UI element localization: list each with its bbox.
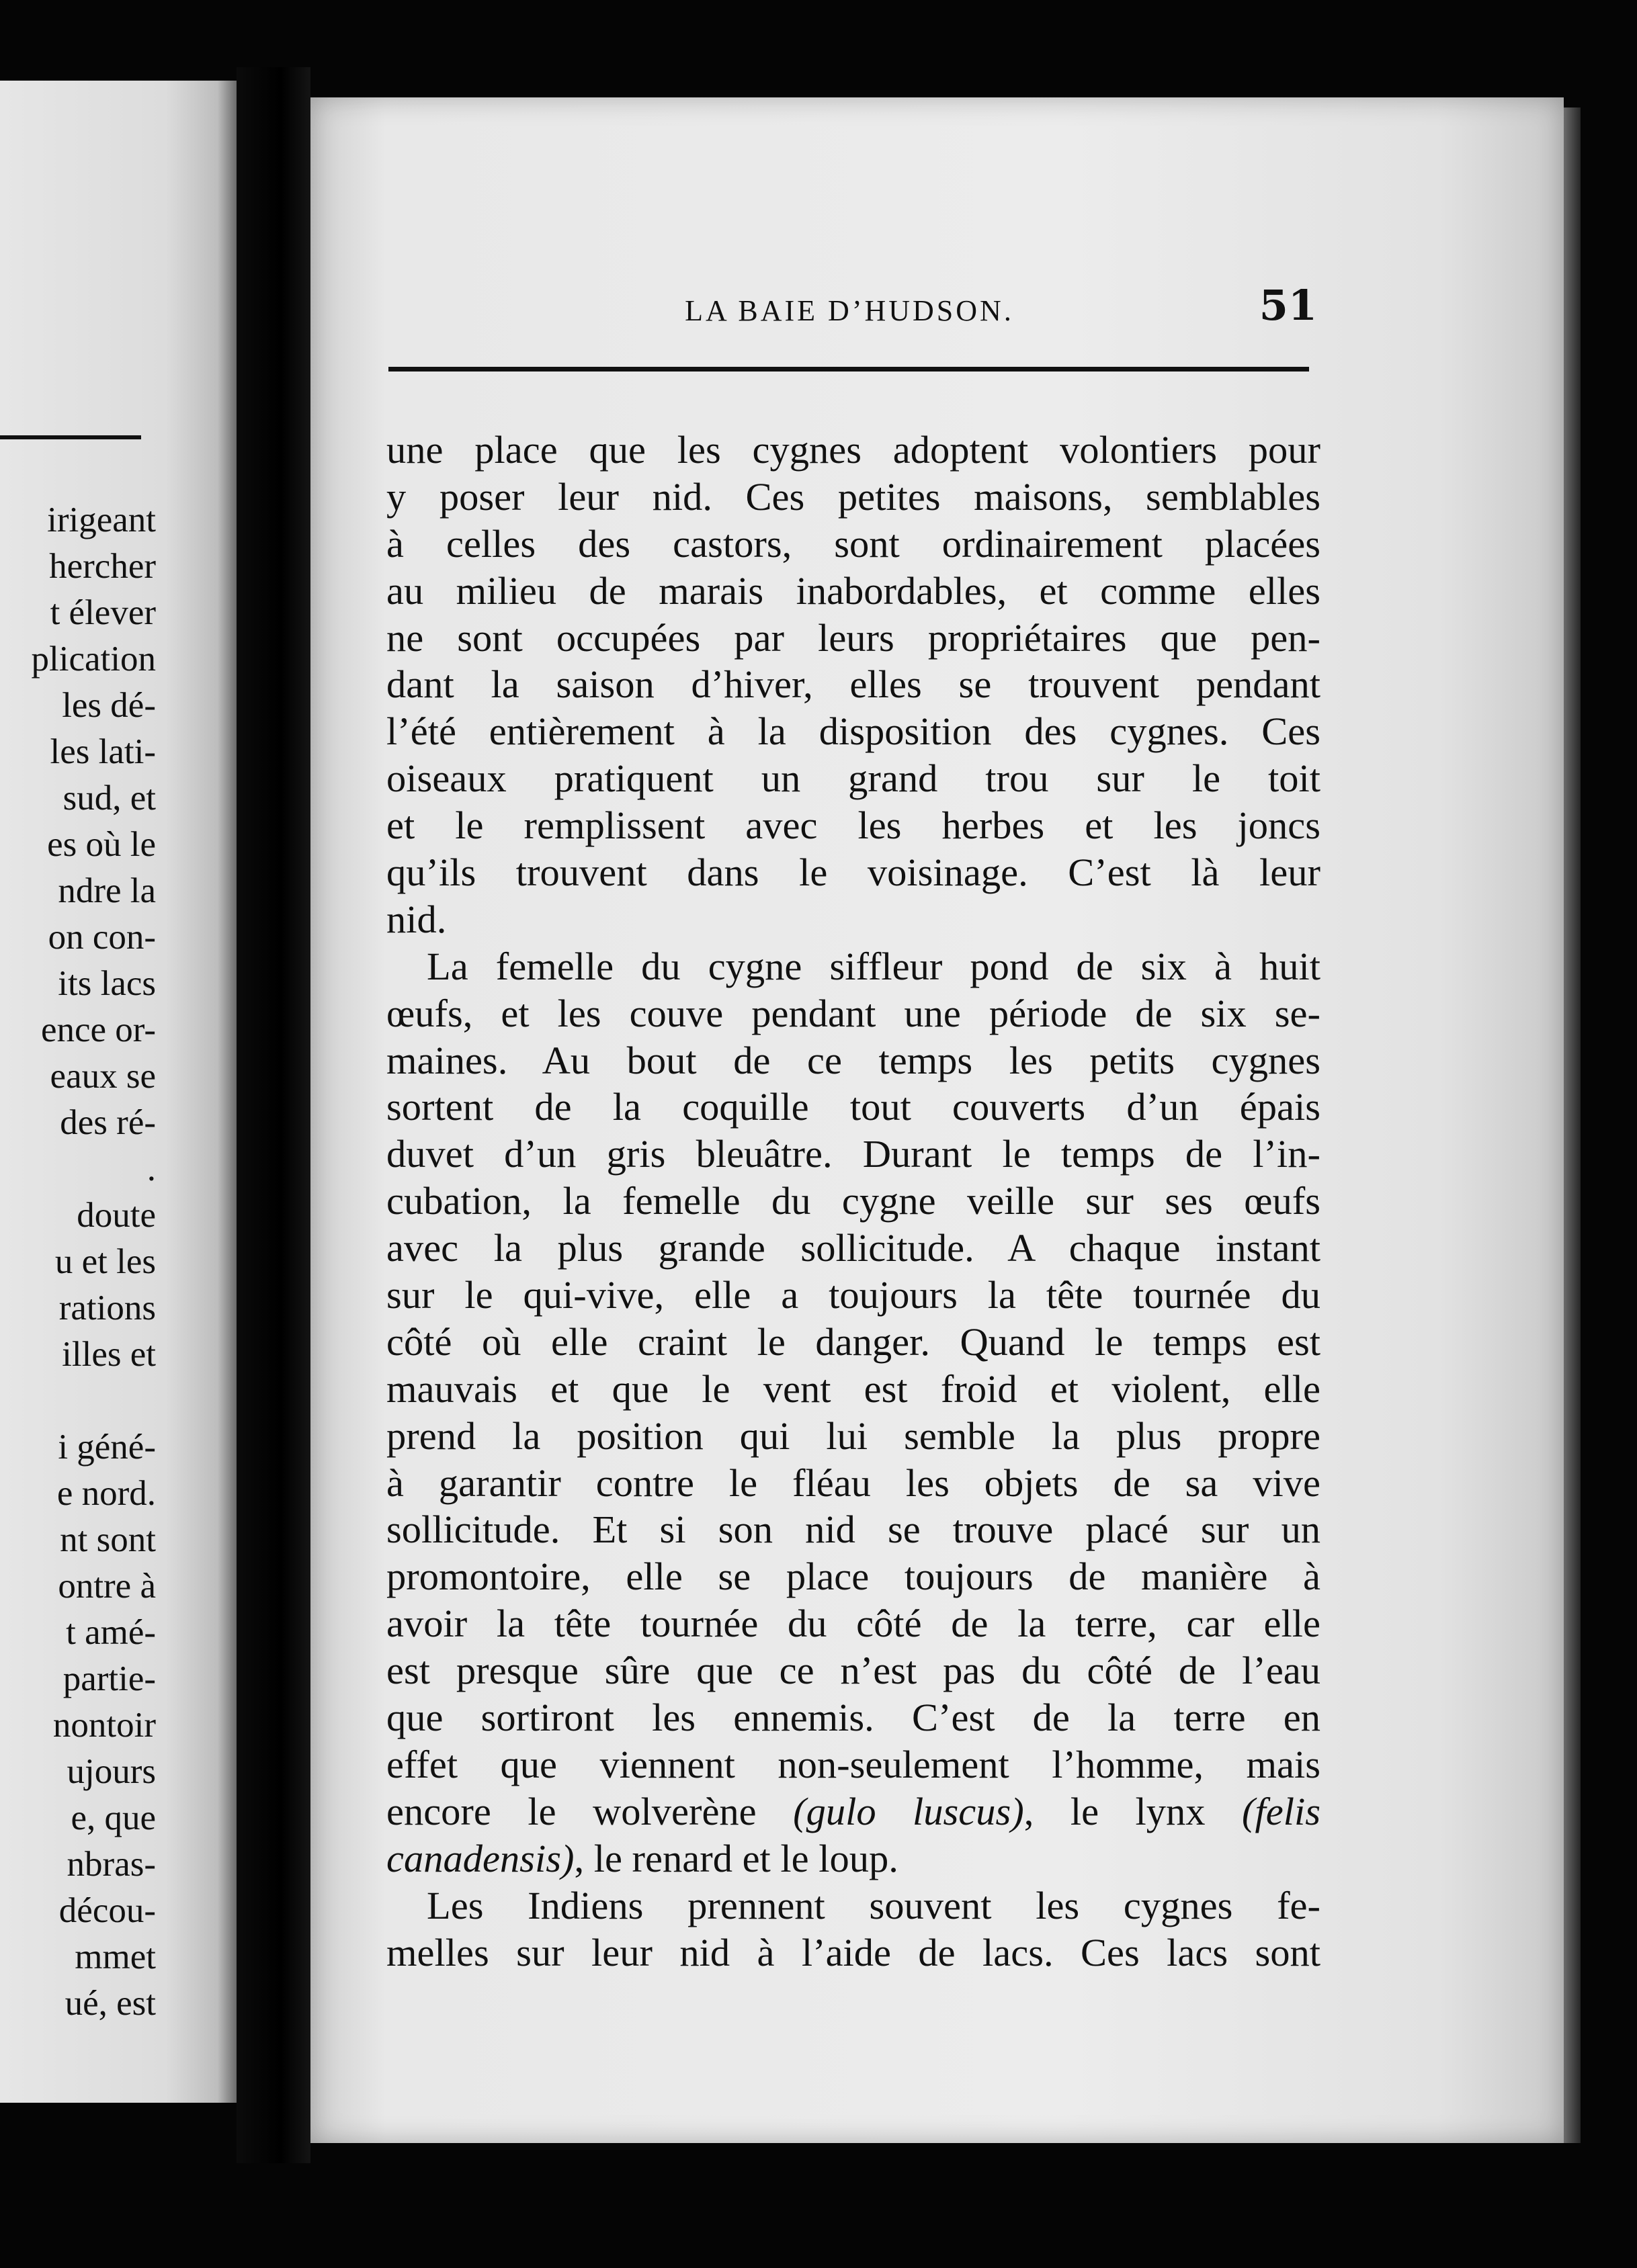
left-page-line: on con- [48, 918, 156, 957]
left-page-line: décou- [58, 1891, 156, 1930]
text-line: nid. [386, 897, 447, 941]
text-run: , le renard et le loup. [574, 1836, 898, 1880]
text-line: œufs, et les couve pendant une période de six se- [386, 991, 1320, 1035]
left-page-line [0, 1378, 156, 1424]
text-line: est presque sûre que ce n’est pas du côté de l’eau [386, 1649, 1320, 1693]
text-line: La femelle du cygne siffleur pond de six à huit [427, 944, 1320, 988]
page-number: 51 [1259, 281, 1317, 330]
text-line: dant la saison d’hiver, elles se trouvent pendant [386, 662, 1320, 707]
left-page-line: illes et [62, 1335, 156, 1374]
text-line: y poser leur nid. Ces petites maisons, semblables [386, 474, 1320, 519]
text-line: avec la plus grande sollicitude. A chaque instant [386, 1226, 1320, 1270]
left-page-line: nontoir [52, 1706, 156, 1745]
left-page [0, 81, 237, 2103]
left-page-line: doute [77, 1196, 156, 1235]
text-line: promontoire, elle se place toujours de manière à [386, 1555, 1320, 1599]
text-line: et le remplissent avec les herbes et les joncs [386, 803, 1320, 848]
text-line: qu’ils trouvent dans le voisinage. C’est là leur [386, 850, 1320, 895]
text-line: une place que les cygnes adoptent volontiers pour [386, 428, 1320, 472]
text-line: côté où elle craint le danger. Quand le temps est [386, 1319, 1320, 1364]
text-line: que sortiront les ennemis. C’est de la terre en [386, 1696, 1320, 1740]
text-run: , le lynx [1023, 1789, 1243, 1833]
text-line: à celles des castors, sont ordinairement placées [386, 521, 1320, 566]
text-line: ne sont occupées par leurs propriétaires que pen- [386, 615, 1320, 660]
text-line: prend la position qui lui semble la plus propre [386, 1413, 1320, 1458]
header-rule [388, 367, 1309, 372]
running-title: LA BAIE D’HUDSON. [685, 294, 1014, 327]
left-page-line: rations [58, 1289, 156, 1327]
left-page-line: mmet [75, 1937, 156, 1976]
left-page-line: plication [31, 640, 156, 679]
text-line: effet que viennent non-seulement l’homme, mais [386, 1742, 1320, 1786]
italic-term: (gulo luscus) [793, 1789, 1024, 1833]
left-page-line: irigeant [47, 500, 156, 539]
text-line: au milieu de marais inabordables, et comme elles [386, 568, 1320, 613]
left-page-line: u et les [54, 1242, 156, 1281]
text-line: Les Indiens prennent souvent les cygnes fe- [427, 1883, 1320, 1927]
text-line: duvet d’un gris bleuâtre. Durant le temps de l’in- [386, 1132, 1320, 1176]
left-page-line: partie- [62, 1659, 156, 1698]
left-page-line: nt sont [60, 1520, 156, 1559]
book-gutter [237, 67, 310, 2163]
left-page-line: ence or- [40, 1010, 156, 1049]
text-line: l’été entièrement à la disposition des cygnes. Ces [386, 709, 1320, 754]
text-line: sortent de la coquille tout couverts d’un épais [386, 1085, 1320, 1129]
left-page-line: hercher [49, 547, 156, 586]
left-page-line: . [146, 1149, 156, 1188]
text-run: encore le wolverène [386, 1789, 794, 1833]
italic-term: (felis [1242, 1789, 1320, 1833]
left-page-header-rule [0, 435, 141, 439]
text-line [386, 1788, 1320, 1835]
text-line: cubation, la femelle du cygne veille sur ses œufs [386, 1179, 1320, 1223]
left-page-line: les lati- [50, 732, 156, 771]
left-page-text [0, 497, 156, 2027]
left-page-line: ndre la [58, 871, 156, 910]
left-page-line: t élever [50, 593, 156, 632]
text-line: melles sur leur nid à l’aide de lacs. Ces lacs sont [386, 1930, 1320, 1974]
left-page-line: des ré- [60, 1103, 156, 1142]
text-line: avoir la tête tournée du côté de la terre, car elle [386, 1602, 1320, 1646]
left-page-line: les dé- [62, 686, 156, 725]
text-line [386, 1835, 1320, 1882]
text-line: sur le qui-vive, elle a toujours la tête tournée du [386, 1273, 1320, 1317]
left-page-line: ujours [67, 1752, 156, 1791]
left-page-line: es où le [47, 825, 156, 864]
left-page-line: ontre à [58, 1567, 156, 1606]
italic-term: canadensis) [386, 1836, 575, 1880]
text-line: oiseaux pratiquent un grand trou sur le toit [386, 756, 1320, 801]
left-page-line: nbras- [67, 1845, 156, 1884]
left-page-line: t amé- [66, 1613, 156, 1652]
text-line: sollicitude. Et si son nid se trouve placé sur un [386, 1508, 1320, 1552]
left-page-line: e, que [71, 1798, 156, 1837]
text-line: maines. Au bout de ce temps les petits cygnes [386, 1038, 1320, 1082]
page-edge-shadow [1564, 107, 1581, 2143]
left-page-line: ué, est [65, 1984, 156, 2023]
body-text [386, 427, 1320, 1976]
left-page-line: eaux se [50, 1057, 156, 1096]
text-line: mauvais et que le vent est froid et violent, elle [386, 1366, 1320, 1411]
left-page-line: e nord. [56, 1474, 156, 1513]
left-page-line: sud, et [62, 779, 156, 818]
text-line: à garantir contre le fléau les objets de sa vive [386, 1460, 1320, 1505]
left-page-line: i géné- [58, 1428, 156, 1467]
left-page-line: its lacs [58, 964, 156, 1003]
